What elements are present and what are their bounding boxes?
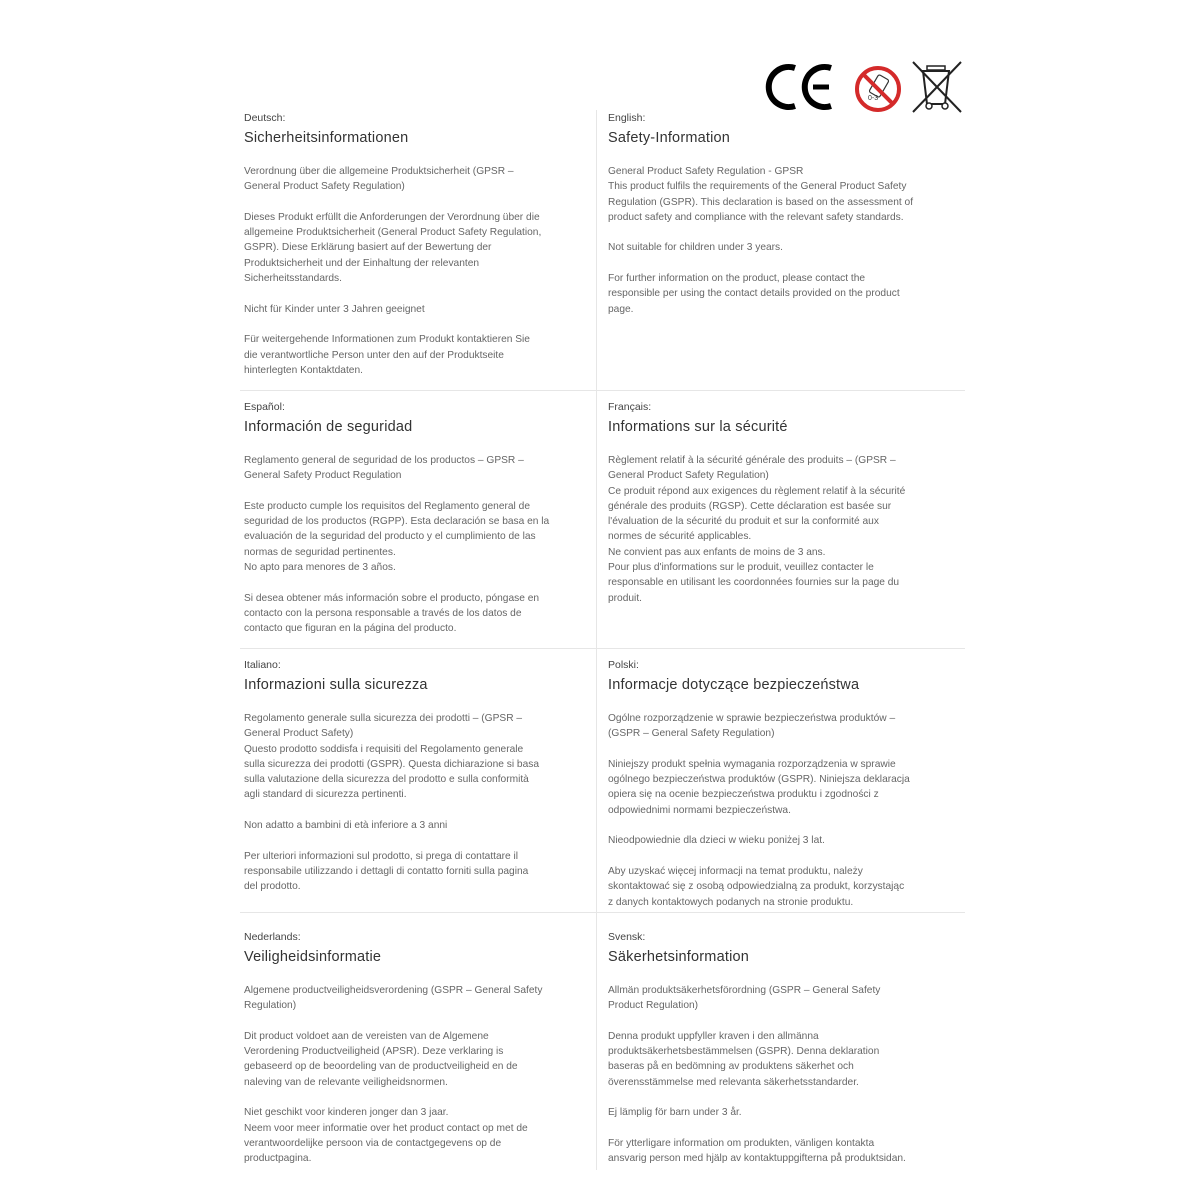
language-label: Polski: <box>608 659 639 671</box>
section-body <box>244 711 596 895</box>
paragraph: Este producto cumple los requisitos del Reglamento general de seguridad de los productos (RGPP). Esta declaración se basa en la evaluación de la seguridad del producto y el cumplimiento de las normas de seguridad pertinentes. No apto para menores de 3 años. <box>244 500 550 574</box>
section-title: Informazioni sulla sicurezza <box>244 677 428 693</box>
paragraph: Niniejszy produkt spełnia wymagania rozporządzenia w sprawie ogólnego bezpieczeństwa produktów (GSPR). Niniejsza deklaracja opiera się na ocenie bezpieczeństwa produktu i zgodności z odpowiednimi normami bezpieczeństwa. <box>608 758 910 816</box>
paragraph: Non adatto a bambini di età inferiore a 3 anni <box>244 820 448 832</box>
paragraph: General Product Safety Regulation - GPSR This product fulfils the requirements of the General Product Safety Regulation (GSPR). This declaration is based on the assessment of product safety and compliance with the relevant safety standards. <box>608 166 914 223</box>
paragraph: For further information on the product, please contact the responsible per using the contact details provided on the product page. <box>608 273 900 315</box>
language-label: Deutsch: <box>244 112 286 124</box>
safety-section-german <box>244 112 596 393</box>
age-badge-text: 0-3 <box>868 95 879 102</box>
safety-section-french <box>608 401 966 621</box>
paragraph: Per ulteriori informazioni sul prodotto, si prega di contattare il responsabile utilizzando i dettagli di contatto forniti sulla pagina del prodotto. <box>244 850 529 893</box>
not-for-children-under-3-icon <box>853 64 903 114</box>
ce-mark-icon <box>765 62 837 112</box>
language-label: English: <box>608 112 646 124</box>
safety-section-polish <box>608 659 966 925</box>
paragraph: Denna produkt uppfyller kraven i den allmänna produktsäkerhetsbestämmelsen (GSPR). Denna deklaration baseras på en bedömning av produktens säkerhet och överensstämmelse med relevanta säkerhetsstandarder. <box>608 1030 880 1088</box>
section-body <box>244 164 596 378</box>
certification-icons <box>765 58 965 114</box>
paragraph: Ej lämplig för barn under 3 år. <box>608 1107 742 1119</box>
section-body <box>608 453 966 606</box>
section-body <box>608 711 966 910</box>
section-title: Informacje dotyczące bezpieczeństwa <box>608 677 860 693</box>
section-title: Säkerhetsinformation <box>608 949 750 965</box>
language-label: Español: <box>244 401 285 413</box>
weee-crossed-bin-icon <box>909 58 965 114</box>
safety-section-spanish <box>244 401 596 652</box>
safety-section-english <box>608 112 966 332</box>
paragraph: Algemene productveiligheidsverordening (GSPR – General Safety Regulation) <box>244 985 543 1012</box>
section-body <box>244 453 596 637</box>
section-title: Informations sur la sécurité <box>608 419 788 435</box>
language-label: Svensk: <box>608 931 646 943</box>
section-body <box>608 164 966 317</box>
safety-section-italian <box>244 659 596 910</box>
paragraph: Reglamento general de seguridad de los productos – GPSR – General Safety Product Regulation <box>244 455 524 482</box>
section-title: Safety-Information <box>608 130 731 146</box>
paragraph: Nicht für Kinder unter 3 Jahren geeignet <box>244 303 425 315</box>
section-body <box>244 983 596 1167</box>
paragraph: För ytterligare information om produkten, vänligen kontakta ansvarig person med hjälp av kontaktuppgifterna på produktsidan. <box>608 1137 906 1165</box>
safety-section-swedish <box>608 931 966 1182</box>
paragraph: Règlement relatif à la sécurité générale des produits – (GPSR – General Product Safety Regulation) Ce produit répond aux exigences du règlement relatif à la sécurité générale des produits (RGSP). Cette déclaration est basée sur l'évaluation de la sécurité du produit et sur la conformité aux normes de sécurité applicables. Ne convient pas aux enfants de moins de 3 ans. Pour plus d'informations sur le produit, veuillez contacter le responsable en utilisant les coordonnées fournies sur la page du produit. <box>608 455 906 604</box>
paragraph: Niet geschikt voor kinderen jonger dan 3 jaar. Neem voor meer informatie over het product contact op met de verantwoordelijke persoon via de contactgegevens op de productpagina. <box>244 1107 528 1165</box>
language-label: Italiano: <box>244 659 281 671</box>
paragraph: Dieses Produkt erfüllt die Anforderungen der Verordnung über die allgemeine Produktsicherheit (General Product Safety Regulation, GSPR). Diese Erklärung basiert auf der Bewertung der Produktsicherheit und der Einhaltung der relevanten Sicherheitsstandards. <box>244 211 542 285</box>
section-title: Sicherheitsinformationen <box>244 130 409 146</box>
paragraph: Si desea obtener más información sobre el producto, póngase en contacto con la persona responsable a través de los datos de contacto que figuran en la página del producto. <box>244 592 540 635</box>
paragraph: Not suitable for children under 3 years. <box>608 242 783 254</box>
column-divider <box>596 110 597 1170</box>
paragraph: Regolamento generale sulla sicurezza dei prodotti – (GPSR – General Product Safety) Questo prodotto soddisfa i requisiti del Regolamento generale sulla sicurezza dei prodotti (GSPR). Questa dichiarazione si basa sulla valutazione della sicurezza del prodotto e sulla conformità agli standard di sicurezza pertinenti. <box>244 713 540 801</box>
paragraph: Ogólne rozporządzenie w sprawie bezpieczeństwa produktów – (GSPR – General Safety Regulation) <box>608 713 896 740</box>
paragraph: Allmän produktsäkerhetsförordning (GSPR – General Safety Product Regulation) <box>608 985 881 1012</box>
paragraph: Aby uzyskać więcej informacji na temat produktu, należy skontaktować się z osobą odpowiedzialną za produkt, korzystając z danych kontaktowych podanych na stronie produktu. <box>608 865 905 908</box>
section-title: Información de seguridad <box>244 419 413 435</box>
paragraph: Nieodpowiednie dla dzieci w wieku poniżej 3 lat. <box>608 835 825 847</box>
paragraph: Dit product voldoet aan de vereisten van de Algemene Verordening Productveiligheid (APSR). Deze verklaring is gebaseerd op de beoordeling van de productveiligheid en de naleving van de relevante veiligheidsnormen. <box>244 1030 518 1088</box>
safety-section-dutch <box>244 931 596 1182</box>
language-label: Nederlands: <box>244 931 301 943</box>
paragraph: Verordnung über die allgemeine Produktsicherheit (GPSR – General Product Safety Regulation) <box>244 166 514 193</box>
section-body <box>608 983 966 1167</box>
language-label: Français: <box>608 401 652 413</box>
paragraph: Für weitergehende Informationen zum Produkt kontaktieren Sie die verantwortliche Person unter den auf der Produktseite hinterlegten Kontaktdaten. <box>244 334 530 376</box>
section-title: Veiligheidsinformatie <box>244 949 382 965</box>
